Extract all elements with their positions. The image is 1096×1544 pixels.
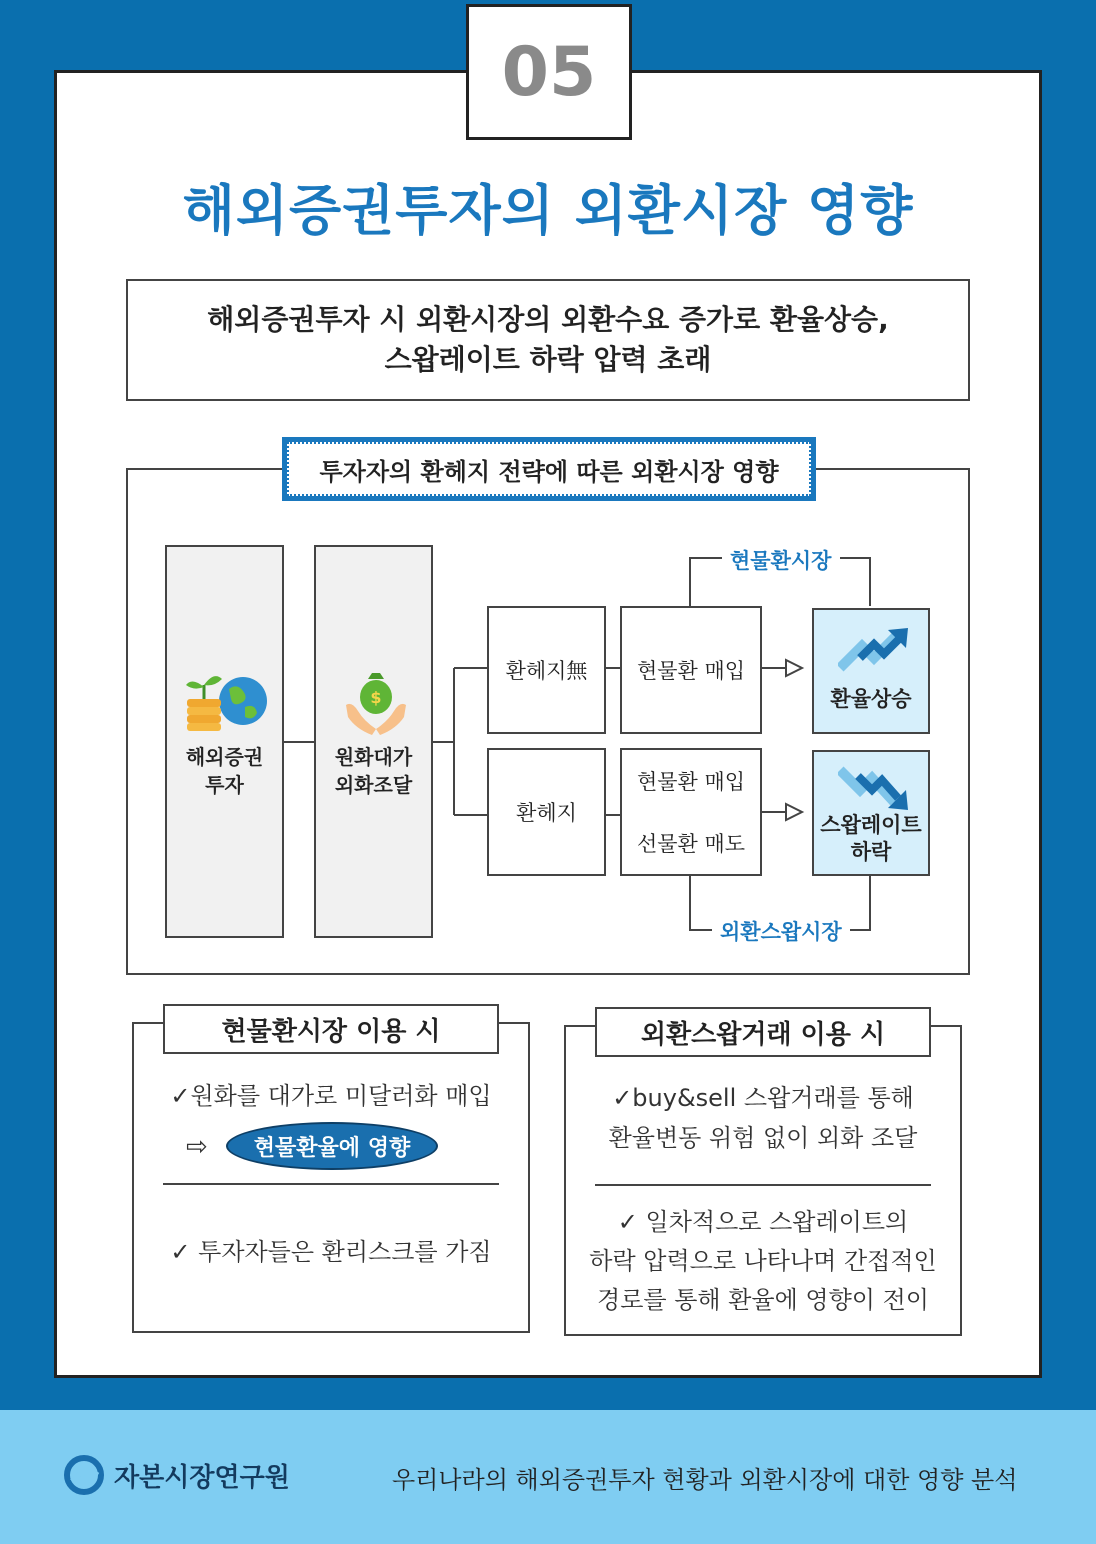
swap-section-header: 외환스왑거래 이용 시 — [595, 1007, 931, 1057]
result-rate-up-box — [812, 608, 930, 734]
overseas-investment-line1: 해외증권 — [185, 745, 264, 769]
swap-section-divider — [595, 1184, 931, 1186]
hedge-box — [487, 748, 606, 876]
swap-point-2-line3: 경로를 통해 환율에 영향이 전이 — [597, 1286, 929, 1314]
spot-point-1: ✓원화를 대가로 미달러화 매입 — [170, 1082, 492, 1110]
hedge-label: 환헤지 — [516, 801, 577, 825]
spot-buy-label: 현물환 매입 — [636, 659, 746, 683]
spot-section-header: 현물환시장 이용 시 — [163, 1004, 499, 1054]
plant-globe-coins-icon — [183, 671, 271, 739]
report-title: 우리나라의 해외증권투자 현황과 외환시장에 대한 영향 분석 — [392, 1466, 1018, 1494]
svg-text:$: $ — [370, 688, 382, 707]
swap-point-1-line2: 환율변동 위험 없이 외화 조달 — [608, 1124, 918, 1152]
result-swap-down-line1: 스왑레이트 — [820, 813, 922, 837]
money-bag-hands-icon — [342, 667, 410, 741]
fx-funding-column — [314, 545, 433, 938]
arrow-right-icon: ⇨ — [186, 1132, 208, 1162]
summary-line-1: 해외증권투자 시 외환시장의 외환수요 증가로 환율상승, — [207, 303, 889, 336]
swap-point-2-line1: ✓ 일차적으로 스왑레이트의 — [617, 1208, 909, 1236]
no-hedge-box — [487, 606, 606, 734]
no-hedge-label: 환헤지無 — [505, 659, 588, 683]
swap-point-2-line2: 하락 압력으로 나타나며 간접적인 — [589, 1247, 937, 1275]
swap-market-label: 외환스왑시장 — [712, 916, 850, 946]
org-name: 자본시장연구원 — [114, 1462, 290, 1493]
trend-down-icon — [838, 764, 910, 812]
section-number: 05 — [501, 32, 597, 112]
summary-line-2: 스왑레이트 하락 압력 초래 — [384, 343, 712, 376]
spot-section-divider — [163, 1183, 499, 1185]
page-title: 해외증권투자의 외환시장 영향 — [182, 179, 914, 242]
swap-point-1-line1: ✓buy&sell 스왑거래를 통해 — [612, 1084, 914, 1112]
result-swap-down-line2: 하락 — [850, 840, 892, 864]
overseas-investment-column — [165, 545, 284, 938]
diagram-title: 투자자의 환헤지 전략에 따른 외환시장 영향 — [287, 442, 811, 496]
spot-buy-forward-sell-box — [620, 748, 762, 876]
spot-section-box — [132, 1022, 530, 1333]
org-logo-icon — [64, 1455, 104, 1495]
forward-sell-label: 선물환 매도 — [636, 832, 746, 856]
spot-buy-label-2: 현물환 매입 — [636, 770, 746, 794]
spot-buy-box — [620, 606, 762, 734]
overseas-investment-line2: 투자 — [205, 773, 244, 797]
result-swap-down-box — [812, 750, 930, 876]
trend-up-icon — [838, 628, 910, 676]
spot-rate-impact-pill: 현물환율에 영향 — [226, 1122, 438, 1170]
spot-market-label: 현물환시장 — [722, 545, 839, 575]
fx-funding-line2: 외화조달 — [334, 773, 413, 797]
fx-funding-line1: 원화대가 — [334, 745, 413, 769]
result-rate-up-label: 환율상승 — [830, 687, 912, 711]
spot-point-2: ✓ 투자자들은 환리스크를 가짐 — [170, 1238, 492, 1266]
org-logo — [64, 1455, 290, 1495]
